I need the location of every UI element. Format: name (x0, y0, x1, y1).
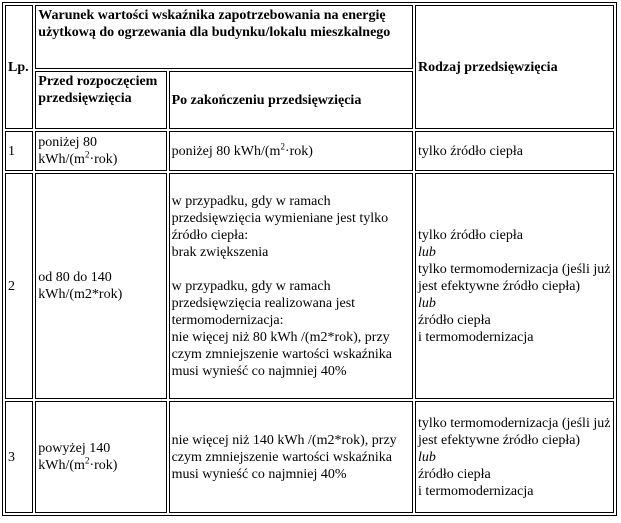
row3-lp: 3 (5, 401, 33, 513)
header-lp: Lp. (5, 5, 33, 129)
row3-type: tylko termomodernizacja (jeśli już jest efektywne źródło ciepła) lub źródło ciepła i termomodernizacja (415, 401, 614, 513)
row3-before: powyżej 140 kWh/$(m^2\cdot rok)$ (35, 401, 166, 513)
header-condition: Warunek wartości wskaźnika zapotrzebowania na energię użytkową do ogrzewania dla budynku/lokalu mieszkalnego (35, 5, 413, 69)
row1-after: poniżej 80 kWh/$(m^2\cdot rok)$ (169, 131, 413, 171)
row1-type: tylko źródło ciepła (415, 131, 614, 171)
table-row (5, 131, 614, 171)
table-row (5, 401, 614, 513)
row3-after: nie więcej niż 140 kWh /(m2*rok), przy czym zmniejszenie wartości wskaźnika musi wynieść co najmniej 40% (169, 401, 413, 513)
header-type: Rodzaj przedsięwzięcia (415, 5, 614, 129)
header-after: Po zakończeniu przedsięwzięcia (169, 71, 413, 129)
row2-after: w przypadku, gdy w ramach przedsięwzięcia wymieniane jest tylko źródło ciepła: brak zwiększenia w przypadku, gdy w ramach przedsięwzięcia realizowana jest termomodernizacja: nie więcej niż 80 kWh /(m2*rok), przy czym zmniejszenie wartości wskaźnika musi wynieść co najmniej 40% (169, 173, 413, 399)
row2-lp: 2 (5, 173, 33, 399)
row2-type: tylko źródło ciepła lub tylko termomodernizacja (jeśli już jest efektywne źródło ciepła) lub źródło ciepła i termomodernizacja (415, 173, 614, 399)
header-before: Przed rozpoczęciem przedsięwzięcia (35, 71, 166, 129)
row2-before: od 80 do 140 kWh/(m2*rok) (35, 173, 166, 399)
row1-before: poniżej 80 kWh/$(m^2\cdot rok)$ (35, 131, 166, 171)
requirements-table (2, 2, 617, 516)
table-row (5, 173, 614, 399)
row1-lp: 1 (5, 131, 33, 171)
